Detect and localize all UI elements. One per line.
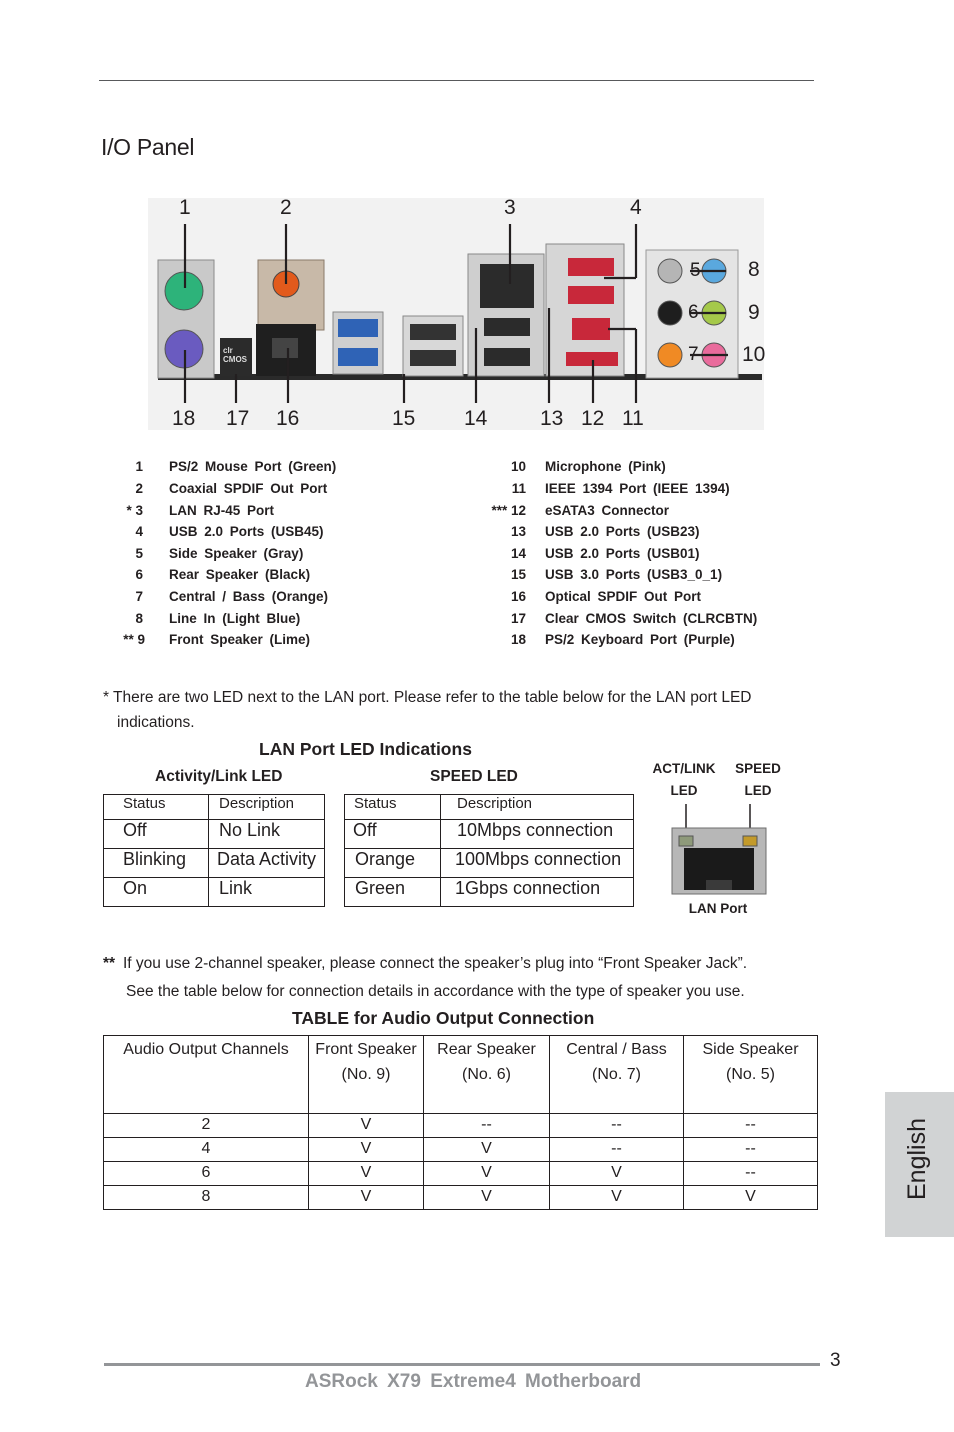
speed-led-label: LED <box>744 783 772 798</box>
io-num-8: 8 <box>748 258 760 281</box>
table-cell: Link <box>209 878 325 907</box>
table-cell: 10Mbps connection <box>441 820 634 849</box>
page-title: I/O Panel <box>101 134 195 160</box>
footer-rule <box>104 1363 820 1366</box>
io-num-13: 13 <box>540 407 564 430</box>
io-num-9: 9 <box>748 301 760 324</box>
io-num-5: 5 <box>690 260 701 281</box>
io-num-2: 2 <box>280 196 292 219</box>
table-header-cell: Central / Bass (No. 7) <box>550 1036 684 1114</box>
table-cell: No Link <box>209 820 325 849</box>
lan-port-icon <box>670 804 768 901</box>
activity-description-header: Description <box>209 795 325 820</box>
table-row: 8 V V V V <box>104 1186 818 1210</box>
speed-led-table <box>344 794 634 907</box>
table-row: 2 V -- -- -- <box>104 1114 818 1138</box>
table-cell: 1Gbps connection <box>441 878 634 907</box>
speaker-note-mark: ** <box>103 955 116 972</box>
table-cell: 100Mbps connection <box>441 849 634 878</box>
activity-status-header: Status <box>104 795 209 820</box>
language-tab-label: English <box>903 1118 931 1200</box>
activity-led-title: Activity/Link LED <box>155 768 283 785</box>
lan-port-caption: LAN Port <box>688 901 748 916</box>
io-num-4: 4 <box>630 196 642 219</box>
io-num-18: 18 <box>172 407 196 430</box>
speed-description-header: Description <box>441 795 634 820</box>
table-header-cell: Rear Speaker (No. 6) <box>424 1036 550 1114</box>
speaker-note-line2: See the table below for connection details in accordance with the type of speaker you use. <box>126 983 745 1000</box>
io-panel-drawing <box>148 198 764 430</box>
io-num-16: 16 <box>276 407 300 430</box>
table-cell: Orange <box>345 849 441 878</box>
io-num-15: 15 <box>392 407 416 430</box>
table-header-cell: Front Speaker (No. 9) <box>309 1036 424 1114</box>
audio-output-table <box>103 1035 818 1210</box>
io-num-7: 7 <box>688 344 699 365</box>
table-cell: Off <box>345 820 441 849</box>
speed-label: SPEED <box>735 761 781 776</box>
table-header-cell: Side Speaker (No. 5) <box>684 1036 818 1114</box>
table-cell: Off <box>104 820 209 849</box>
speed-status-header: Status <box>345 795 441 820</box>
table-cell: Data Activity <box>209 849 325 878</box>
io-num-6: 6 <box>688 302 699 323</box>
lan-led-title: LAN Port LED Indications <box>259 739 472 759</box>
language-side-tab <box>885 1092 954 1237</box>
act-link-led-label: LED <box>670 783 698 798</box>
table-cell: Green <box>345 878 441 907</box>
io-num-10: 10 <box>742 343 766 366</box>
table-cell: Blinking <box>104 849 209 878</box>
activity-led-table <box>103 794 325 907</box>
io-num-3: 3 <box>504 196 516 219</box>
lan-note-line2: indications. <box>117 714 195 731</box>
speaker-note-line1: If you use 2-channel speaker, please connect the speaker’s plug into “Front Speaker Jack”. <box>123 955 748 972</box>
clr-cmos-label: clr CMOS <box>223 346 247 364</box>
io-panel-figure <box>148 198 764 430</box>
table-cell: On <box>104 878 209 907</box>
io-num-14: 14 <box>464 407 488 430</box>
table-row: 4 V V -- -- <box>104 1138 818 1162</box>
io-num-1: 1 <box>179 196 191 219</box>
audio-table-title: TABLE for Audio Output Connection <box>292 1008 595 1028</box>
table-row: 6 V V V -- <box>104 1162 818 1186</box>
io-num-11: 11 <box>622 407 644 430</box>
page-number: 3 <box>830 1350 841 1371</box>
lan-note-line1: * There are two LED next to the LAN port. Please refer to the table below for the LAN port LED <box>103 689 752 706</box>
act-link-label: ACT/LINK <box>652 761 716 776</box>
top-rule <box>99 80 814 81</box>
table-header-cell: Audio Output Channels <box>104 1036 309 1114</box>
footer-title: ASRock X79 Extreme4 Motherboard <box>305 1371 642 1392</box>
io-num-17: 17 <box>226 407 250 430</box>
io-num-12: 12 <box>581 407 605 430</box>
speed-led-title: SPEED LED <box>430 768 518 785</box>
